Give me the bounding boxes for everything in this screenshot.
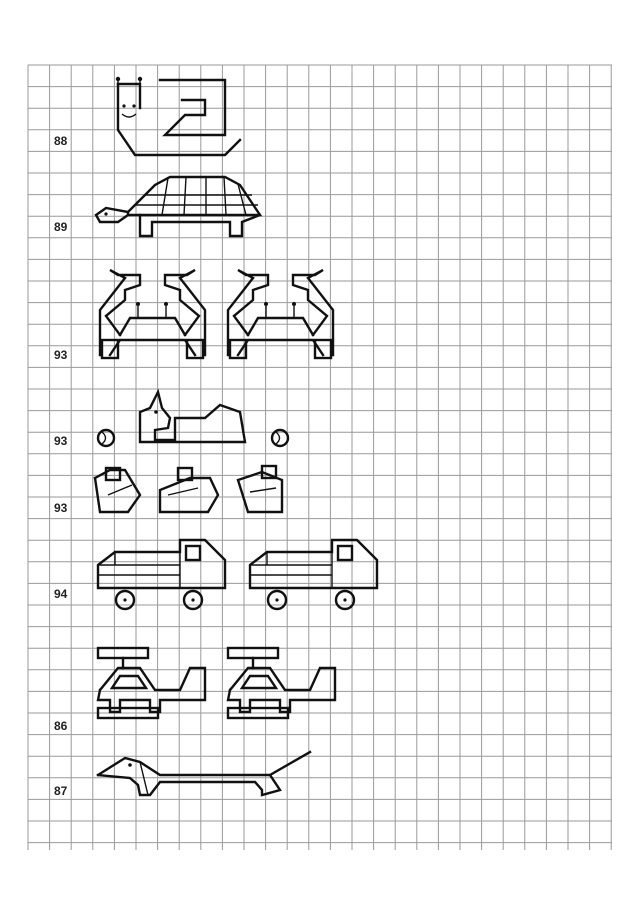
square-grid [28,65,612,850]
dachshund-drawing [98,752,310,795]
crab-drawing-left [100,270,205,358]
boat-drawing-2 [160,468,218,512]
turtle-drawing [96,177,260,236]
truck-drawing-right [250,540,377,609]
row-label-93-boats: 93 [54,501,68,515]
helicopter-drawing-left [98,648,205,718]
fox-drawing [140,392,245,442]
row-label-89: 89 [54,220,68,234]
boat-drawing-1 [95,468,140,512]
row-label-94: 94 [54,587,68,601]
row-label-87: 87 [54,784,68,798]
row-label-88: 88 [54,134,68,148]
truck-drawing-left [98,540,225,609]
row-label-93-crabs: 93 [54,348,68,362]
helicopter-drawing-right [228,648,335,718]
boat-drawing-3 [238,466,282,512]
snail-drawing [116,77,240,155]
row-label-86: 86 [54,719,68,733]
row-label-93-fox: 93 [54,434,68,448]
